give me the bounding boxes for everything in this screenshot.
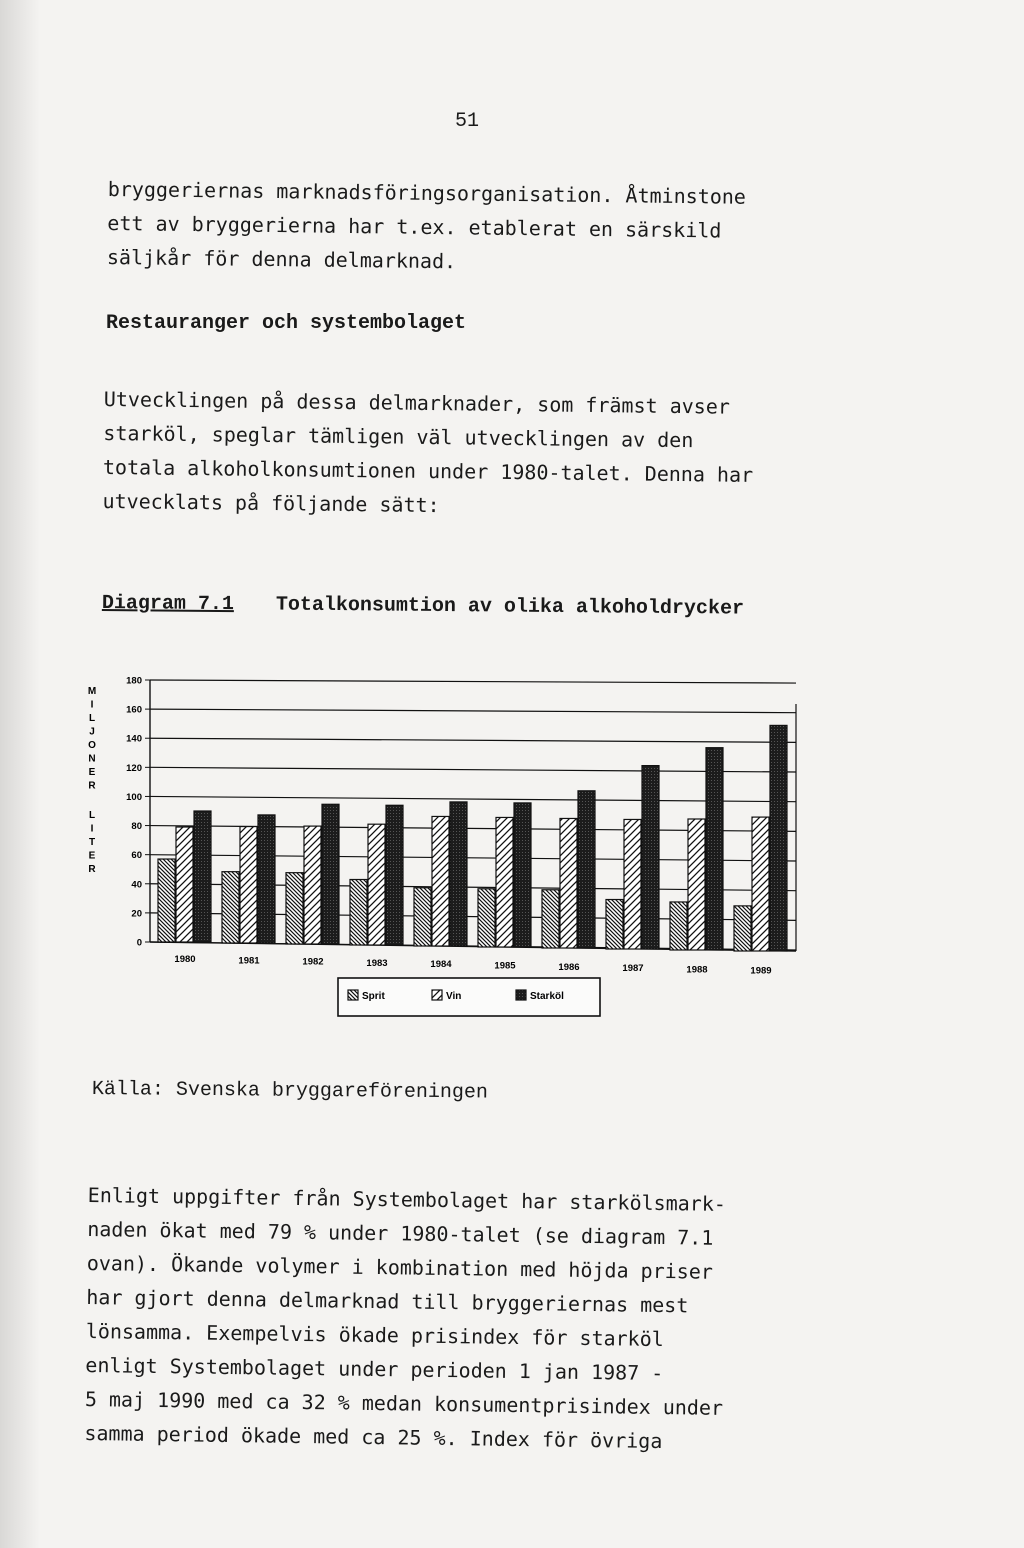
y-tick-label: 80 [131,821,142,833]
paragraph-3-line: enligt Systembolaget under perioden 1 jan 1987 - [85,1352,664,1386]
bar-vin [432,816,449,946]
bar-starköl [386,805,403,945]
legend-label-vin: Vin [446,991,462,1002]
paragraph-2-line: totala alkoholkonsumtionen under 1980-talet. Denna har [102,454,754,487]
x-tick-label: 1982 [302,956,324,968]
legend-label-starköl: Starköl [530,991,564,1002]
bar-starköl [258,815,275,943]
y-axis-label-letter: R [88,864,96,875]
y-tick-label: 0 [136,937,142,949]
bar-starköl [770,725,787,951]
x-tick-label: 1980 [174,954,196,965]
paragraph-3-line: ovan). Ökande volymer i kombination med höjda priser [86,1250,714,1284]
y-axis-label-letter: M [87,686,97,697]
paragraph-2 [102,382,754,526]
bar-starköl [322,804,339,944]
y-tick-label: 120 [126,762,142,774]
legend-swatch-sprit [348,990,358,1000]
gridline [150,709,796,713]
paragraph-3-line: samma period ökade med ca 25 %. Index för övriga [84,1420,663,1454]
paragraph-1 [107,172,746,282]
y-axis-label-letter: I [90,823,94,835]
bar-sprit [542,890,559,948]
x-tick-labels [174,954,771,977]
bar-starköl [706,748,723,950]
bar-vin [560,818,577,948]
paragraph-3-line: naden ökat med 79 % under 1980-talet (se diagram 7.1 [87,1216,714,1250]
y-axis-label-letter: T [88,837,96,848]
x-tick-label: 1985 [494,960,516,972]
y-tick-label: 180 [126,675,142,687]
y-axis-label-letter: L [88,713,96,724]
bar-vin [176,827,193,942]
bar-sprit [414,888,431,946]
paragraph-2-line: starköl, speglar tämligen väl utvecklingen av den [103,420,694,453]
bar-vin [688,819,705,950]
section-heading: Restauranger och systembolaget [106,312,467,335]
bar-sprit [158,859,175,942]
page-number: 51 [455,110,480,133]
diagram-number: Diagram 7.1 [101,592,235,617]
legend [338,978,600,1016]
paragraph-1-line: ett av bryggerierna har t.ex. etablerat en särskild [107,210,722,243]
y-axis-label-letter: R [88,780,96,792]
x-tick-label: 1988 [686,964,708,976]
gridline [150,767,796,772]
bar-sprit [734,906,751,951]
y-axis-label-letter: N [88,753,96,765]
y-tick-label: 60 [131,850,142,862]
y-tick-label: 40 [131,879,142,891]
diagram-title: Totalkonsumtion av olika alkoholdrycker [275,593,745,621]
y-tick-label: 160 [126,704,142,716]
y-axis-label-letter: I [90,699,94,711]
bar-sprit [286,873,303,944]
y-tick-label: 20 [131,908,142,920]
diagram-heading [102,592,744,621]
paragraph-3-line: Enligt uppgifter från Systembolaget har starkölsmark- [87,1182,727,1216]
paragraph-1-line: säljkår för denna delmarknad. [106,244,457,274]
paragraph-3 [84,1178,726,1459]
y-axis-label-letter: O [88,740,96,751]
bar-sprit [478,889,495,947]
paragraph-3-line: 5 maj 1990 med ca 32 % medan konsumentprisindex under [84,1386,724,1420]
source-note: Källa: Svenska bryggareföreningen [91,1078,489,1105]
y-axis-label-letter: L [88,810,96,821]
x-tick-label: 1983 [366,957,388,969]
bar-starköl [194,811,211,942]
legend-label-sprit: Sprit [362,991,385,1002]
bar-vin [368,824,385,945]
paragraph-3-line: lönsamma. Exempelvis ökade prisindex för starköl [85,1318,664,1352]
x-tick-label: 1981 [238,955,260,967]
bar-starköl [642,766,659,949]
gridline [150,680,796,683]
x-tick-label: 1984 [430,959,452,971]
paragraph-2-line: utvecklats på följande sätt: [102,488,440,518]
y-axis-label-letter: E [88,850,96,862]
page-edge-shadow [0,0,40,1548]
bar-sprit [350,880,367,946]
y-tick-label: 140 [126,733,142,745]
bar-sprit [670,902,687,950]
gridline [150,796,796,801]
y-axis-label-letter: J [89,726,95,738]
y-axis-label [88,686,97,875]
x-tick-label: 1987 [622,963,644,975]
bar-vin [752,817,769,951]
bar-starköl [514,803,531,947]
bar-chart [84,660,824,1020]
bar-vin [624,819,641,949]
bar-vin [304,826,321,944]
x-tick-label: 1986 [558,961,580,973]
legend-swatch-vin [432,990,442,1000]
y-axis-label-letter: E [88,767,96,778]
paragraph-2-line: Utvecklingen på dessa delmarknader, som främst avser [103,386,731,419]
bar-sprit [606,900,623,949]
paragraph-3-line: har gjort denna delmarknad till bryggeriernas mest [86,1284,689,1318]
legend-swatch-starköl [516,990,526,1000]
bar-vin [496,817,513,947]
y-tick-label: 100 [126,791,142,803]
bar-vin [240,827,257,943]
x-tick-label: 1989 [750,965,772,977]
paragraph-1-line: bryggeriernas marknadsföringsorganisation. Åtminstone [107,176,747,209]
bar-sprit [222,872,239,943]
gridline [150,738,796,742]
y-tick-labels [126,676,142,949]
bar-starköl [578,791,595,948]
bar-starköl [450,802,467,946]
